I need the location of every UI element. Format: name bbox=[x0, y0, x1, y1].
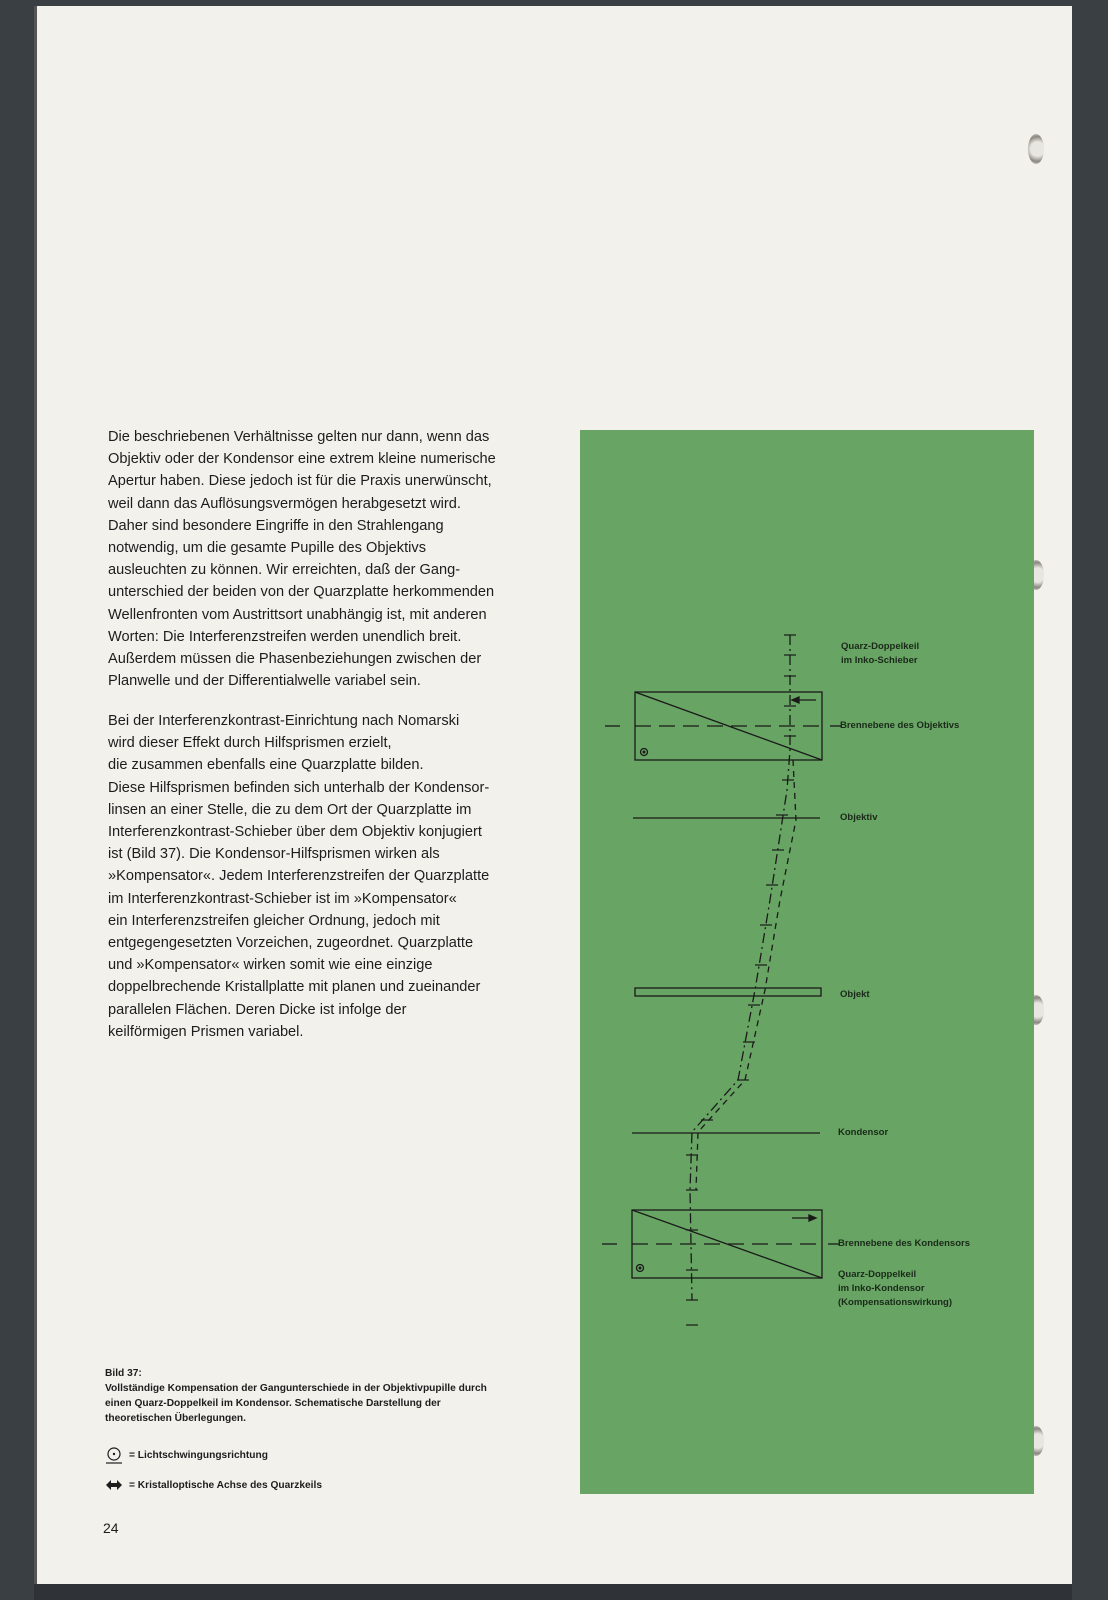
ray-path-2 bbox=[696, 760, 796, 1190]
line: ist (Bild 37). Die Kondensor-Hilfsprismen wirken als bbox=[108, 846, 440, 863]
line: Planwelle und der Differentialwelle variabel sein. bbox=[108, 673, 421, 690]
caption-label: Bild 37: bbox=[105, 1368, 142, 1379]
label-brennebene-kondensor: Brennebene des Kondensors bbox=[838, 1238, 970, 1249]
line: Interferenzkontrast-Schieber über dem Objektiv konjugiert bbox=[108, 824, 482, 841]
line: unterschied der beiden von der Quarzplatte herkommenden bbox=[108, 584, 495, 601]
line: linsen an einer Stelle, die zu dem Ort der Quarzplatte im bbox=[108, 801, 472, 818]
line: ein Interferenzstreifen gleicher Ordnung, jedoch mit bbox=[108, 912, 440, 929]
legend-text: = Lichtschwingungsrichtung bbox=[129, 1449, 268, 1461]
label-objektiv: Objektiv bbox=[840, 812, 878, 823]
line: Objektiv oder der Kondensor eine extrem kleine numerische bbox=[108, 451, 496, 468]
line: Daher sind besondere Eingriffe in den Strahlengang bbox=[108, 517, 444, 534]
label-brennebene-objektiv: Brennebene des Objektivs bbox=[840, 720, 960, 731]
page-bottom-shadow bbox=[34, 1584, 1072, 1600]
ray-path-1 bbox=[690, 635, 790, 1300]
paragraph-2 bbox=[108, 710, 558, 1043]
line: Diese Hilfsprismen befinden sich unterhalb der Kondensor- bbox=[108, 779, 490, 796]
figure-caption bbox=[105, 1366, 545, 1426]
line: weil dann das Auflösungsvermögen herabgesetzt wird. bbox=[108, 495, 461, 512]
line: keilförmigen Prismen variabel. bbox=[108, 1023, 304, 1040]
line: ausleuchten zu können. Wir erreichten, daß der Gang- bbox=[108, 562, 461, 579]
objekt-slide bbox=[635, 988, 821, 996]
legend-row-2 bbox=[105, 1478, 322, 1492]
line: im Interferenzkontrast-Schieber ist im »Kompensator« bbox=[108, 890, 457, 907]
label-kondensor: Kondensor bbox=[838, 1127, 889, 1138]
label-line: Quarz-Doppelkeil bbox=[841, 641, 920, 652]
legend-text: = Kristalloptische Achse des Quarzkeils bbox=[129, 1479, 322, 1491]
line: die zusammen ebenfalls eine Quarzplatte bilden. bbox=[108, 757, 424, 774]
line: wird dieser Effekt durch Hilfsprismen erzielt, bbox=[108, 735, 392, 752]
figure-panel bbox=[580, 430, 1034, 1494]
line: Worten: Die Interferenzstreifen werden unendlich breit. bbox=[108, 628, 462, 645]
label-quarz-objektiv bbox=[841, 640, 919, 668]
line: Bei der Interferenzkontrast-Einrichtung nach Nomarski bbox=[108, 713, 460, 729]
line: parallelen Flächen. Deren Dicke ist infolge der bbox=[108, 1001, 407, 1018]
label-line: (Kompensationswirkung) bbox=[838, 1297, 953, 1308]
line: entgegengesetzten Vorzeichen, zugeordnet. Quarzplatte bbox=[108, 935, 474, 952]
line: doppelbrechende Kristallplatte mit planen und zueinander bbox=[108, 979, 481, 996]
label-line: Quarz-Doppelkeil bbox=[838, 1269, 917, 1280]
line: »Kompensator«. Jedem Interferenzstreifen der Quarzplatte bbox=[108, 868, 490, 885]
label-line: im Inko-Kondensor bbox=[838, 1283, 925, 1294]
line: Apertur haben. Diese jedoch ist für die Praxis unerwünscht, bbox=[108, 473, 492, 490]
page-number: 24 bbox=[103, 1520, 119, 1536]
binder-hole bbox=[1028, 134, 1044, 164]
page-edge bbox=[34, 6, 37, 1590]
caption-line: theoretischen Überlegungen. bbox=[105, 1413, 246, 1424]
paragraph-1 bbox=[108, 426, 558, 692]
caption-line: Vollständige Kompensation der Gangunterschiede in der Objektivpupille durch bbox=[105, 1383, 487, 1394]
caption-line: einen Quarz-Doppelkeil im Kondensor. Schematische Darstellung der bbox=[105, 1398, 441, 1409]
label-line: im Inko-Schieber bbox=[841, 655, 918, 666]
line: Die beschriebenen Verhältnisse gelten nur dann, wenn das bbox=[108, 429, 490, 445]
legend-row-1 bbox=[105, 1446, 268, 1464]
line: und »Kompensator« wirken somit wie eine einzige bbox=[108, 957, 433, 974]
line: Außerdem müssen die Phasenbeziehungen zwischen der bbox=[108, 651, 482, 668]
label-objekt: Objekt bbox=[840, 989, 870, 1000]
optical-diagram bbox=[580, 430, 1034, 1494]
double-arrow-icon bbox=[105, 1478, 123, 1492]
label-quarz-kondensor bbox=[838, 1268, 952, 1310]
line: notwendig, um die gesamte Pupille des Objektivs bbox=[108, 540, 426, 557]
circle-dot-icon bbox=[105, 1446, 123, 1464]
line: Wellenfronten vom Austrittsort unabhängig ist, mit anderen bbox=[108, 606, 487, 623]
